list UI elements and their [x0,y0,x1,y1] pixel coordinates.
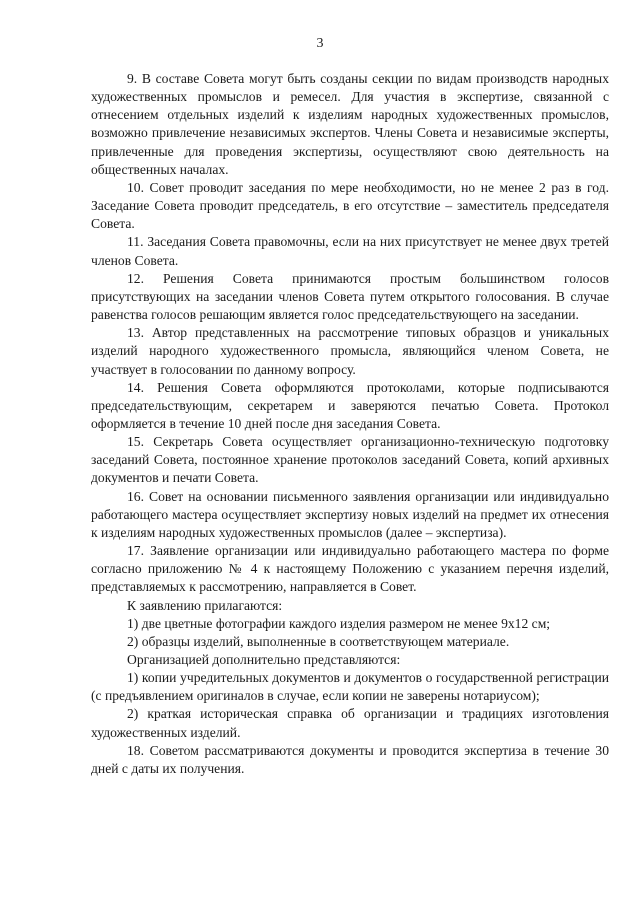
paragraph-item-11: 11. Заседания Совета правомочны, если на них присутствует не менее двух третей членов Совета. [91,234,609,268]
paragraph-item-9: 9. В составе Совета могут быть созданы секции по видам производств народных художественных промыслов и ремесел. Для участия в экспертизе, связанной с отнесением отдельных изделий к изделиям народных художественных промыслов, возможно привлечение независимых экспертов. Члены Совета и независимые эксперты, привлеченные для проведения экспертизы, осуществляют свою деятельность на общественных началах. [91,71,609,177]
additional-doc-item-history: 2) краткая историческая справка об организации и традициях изготовления художественных изделий. [91,706,609,740]
paragraph-item-10: 10. Совет проводит заседания по мере необходимости, но не менее 2 раз в год. Заседание Совета проводит председатель, в его отсутствие – заместитель председателя Совета. [91,179,609,232]
attachment-item-samples: 2) образцы изделий, выполненные в соответствующем материале. [127,633,510,649]
paragraph-item-13: 13. Автор представленных на рассмотрение типовых образцов и уникальных изделий народного художественного промысла, являющийся членом Совета, не участвует в голосовании по данному вопросу. [91,325,609,377]
additional-doc-item-registration: 1) копии учредительных документов и документов о государственной регистрации (с предъявлением оригиналов в случае, если копии не заверены нотариусом); [91,670,609,704]
attachments-heading: К заявлению прилагаются: [127,597,283,613]
paragraph-item-18: 18. Советом рассматриваются документы и проводится экспертиза в течение 30 дней с даты их получения. [91,742,609,776]
paragraph-item-16: 16. Совет на основании письменного заявления организации или индивидуально работающего мастера осуществляет экспертизу новых изделий на предмет их отнесения к изделиям народных художественных промыслов (далее – экспертиза). [91,488,609,540]
paragraph-item-12: 12. Решения Совета принимаются простым большинством голосов присутствующих на заседании членов Совета путем открытого голосования. В случае равенства голосов решающим является голос председательствующего на заседании. [91,270,609,323]
paragraph-item-15: 15. Секретарь Совета осуществляет организационно-техническую подготовку заседаний Совета, постоянное хранение протоколов заседаний Совета, копий архивных документов и печати Совета. [91,434,609,486]
attachment-item-photos: 1) две цветные фотографии каждого изделия размером не менее 9x12 см; [127,615,551,631]
additional-docs-heading: Организацией дополнительно представляются: [127,652,401,667]
paragraph-item-14: 14. Решения Совета оформляются протоколами, которые подписываются председательствующим, секретарем и заверяются печатью Совета. Протокол оформляется в течение 10 дней после дня заседания Совета. [91,379,609,431]
page-number: 3 [316,36,324,51]
paragraph-item-17: 17. Заявление организации или индивидуально работающего мастера по форме согласно приложению № 4 к настоящему Положению с указанием перечня изделий, представляемых к рассмотрению, направляется в Совет. [91,543,609,595]
document-body [91,70,609,778]
